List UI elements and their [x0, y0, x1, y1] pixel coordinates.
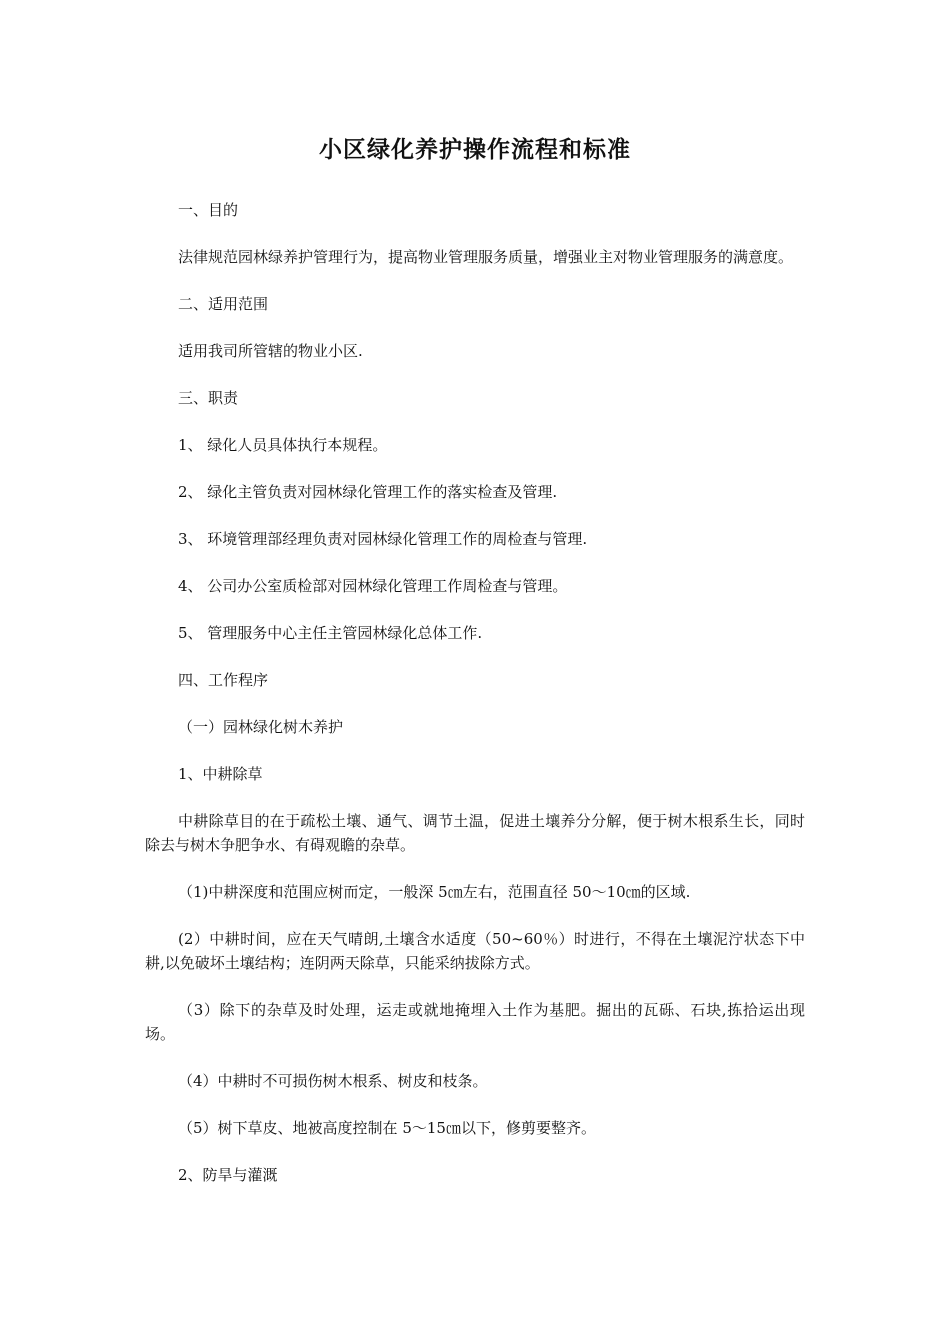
document-title: 小区绿化养护操作流程和标准 — [319, 136, 631, 163]
duty-item-1: 1、 绿化人员具体执行本规程。 — [178, 436, 388, 454]
document-body — [145, 198, 805, 1210]
section-heading-scope: 二、适用范围 — [178, 295, 269, 313]
duty-item-5: 5、 管理服务中心主任主管园林绿化总体工作. — [178, 624, 483, 642]
item-heading-weeding: 1、中耕除草 — [178, 765, 263, 783]
weeding-point-3: （3）除下的杂草及时处理，运走或就地掩埋入土作为基肥。掘出的瓦砾、石块,拣拾运出现场。 — [145, 1001, 805, 1043]
subsection-heading-tree-care: （一）园林绿化树木养护 — [178, 718, 344, 736]
duty-item-4: 4、 公司办公室质检部对园林绿化管理工作周检查与管理。 — [178, 577, 568, 595]
weeding-point-5: （5）树下草皮、地被高度控制在 5～15㎝以下，修剪要整齐。 — [178, 1119, 596, 1137]
paragraph-scope: 适用我司所管辖的物业小区. — [178, 342, 363, 360]
duty-item-3: 3、 环境管理部经理负责对园林绿化管理工作的周检查与管理. — [178, 530, 588, 548]
section-heading-duties: 三、职责 — [178, 389, 239, 407]
item-heading-irrigation: 2、防旱与灌溉 — [178, 1166, 278, 1184]
section-heading-purpose: 一、目的 — [178, 201, 239, 219]
section-heading-procedure: 四、工作程序 — [178, 671, 269, 689]
paragraph-purpose: 法律规范园林绿养护管理行为，提高物业管理服务质量，增强业主对物业管理服务的满意度。 — [178, 248, 794, 266]
paragraph-weeding: 中耕除草目的在于疏松土壤、通气、调节土温，促进土壤养分分解，便于树木根系生长，同时除去与树木争肥争水、有碍观瞻的杂草。 — [145, 812, 805, 854]
weeding-point-2: (2）中耕时间，应在天气晴朗,土壤含水适度（50~60％）时进行，不得在土壤泥泞状态下中耕,以免破坏土壤结构；连阴两天除草，只能采纳拔除方式。 — [145, 930, 805, 972]
weeding-point-4: （4）中耕时不可损伤树木根系、树皮和枝条。 — [178, 1072, 488, 1090]
weeding-point-1: （1)中耕深度和范围应树而定，一般深 5㎝左右，范围直径 50～10㎝的区域. — [178, 883, 691, 901]
duty-item-2: 2、 绿化主管负责对园林绿化管理工作的落实检查及管理. — [178, 483, 558, 501]
